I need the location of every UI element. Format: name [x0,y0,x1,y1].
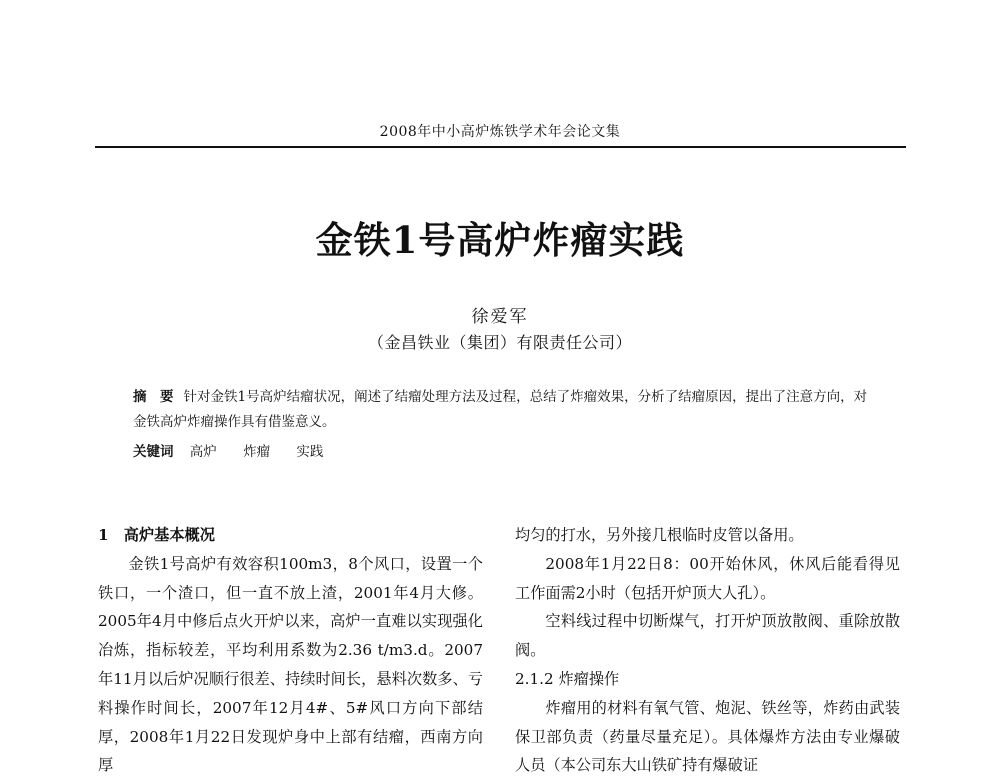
body-paragraph: 金铁1号高炉有效容积100m3，8个风口，设置一个铁口，一个渣口，但一直不放上渣，2001年4月大修。2005年4月中修后点火开炉以来，高炉一直难以实现强化冶炼，指标较差，平均利用系数为2.36 t/m3.d。2007年11月以后炉况顺行很差、持续时间长，悬料次数多、亏料操作时间长，2007年12月4#、5#风口方向下部结厚，2008年1月22日发现炉身中上部有结瘤，西南方向厚 [98,554,483,775]
body-paragraph: 2008年1月22日8：00开始休风，休风后能看得见工作面需2小时（包括开炉顶大人孔）。 [515,554,900,602]
section-heading: 1 高炉基本概况 [98,526,215,544]
header-rule [95,146,906,148]
abstract-text: 针对金铁1号高炉结瘤状况，阐述了结瘤处理方法及过程，总结了炸瘤效果，分析了结瘤原因，提出了注意方向，对金铁高炉炸瘤操作具有借鉴意义。 [133,389,868,430]
abstract [133,385,868,435]
keywords [133,442,868,462]
subsection-heading: 2.1.2 炸瘤操作 [515,669,620,688]
body-paragraph: 空料线过程中切断煤气，打开炉顶放散阀、重除放散阀。 [515,612,900,660]
keywords-label: 关键词 [133,444,174,460]
keyword: 高炉 [189,444,217,460]
running-header: 2008年中小高炉炼铁学术年会论文集 [379,124,621,140]
keyword: 实践 [296,444,324,460]
author-name: 徐爱军 [471,307,529,327]
body-column-right [515,521,900,780]
body-column-left [98,521,483,780]
author-affiliation: （金昌铁业（集团）有限责任公司） [367,333,632,352]
keyword: 炸瘤 [243,444,271,460]
body-paragraph: 炸瘤用的材料有氧气管、炮泥、铁丝等，炸药由武装保卫部负责（药量尽量充足）。具体爆炸方法由专业爆破人员（本公司东大山铁矿持有爆破证 [515,698,900,775]
article-title: 金铁1号高炉炸瘤实践 [315,218,685,262]
body-paragraph-continued: 均匀的打水，另外接几根临时皮管以备用。 [515,526,804,544]
abstract-label: 摘 要 [133,389,174,405]
